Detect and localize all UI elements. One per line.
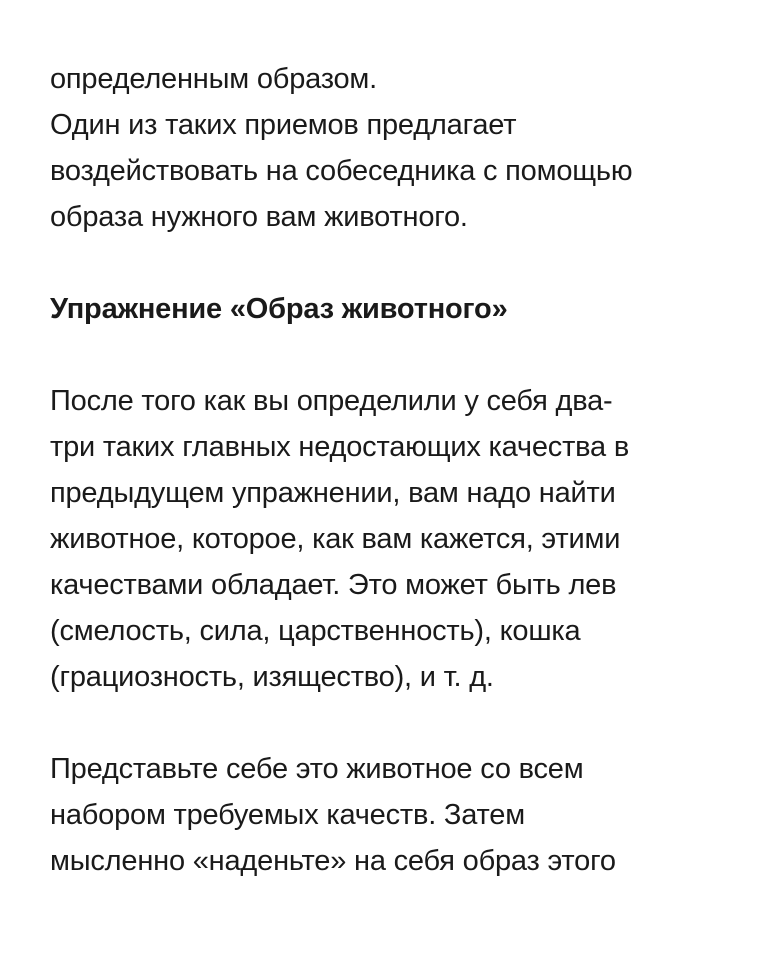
paragraph-spacer [50, 240, 730, 286]
paragraph-spacer [50, 700, 730, 746]
text-line: После того как вы определили у себя два- [50, 385, 613, 417]
text-line: (смелость, сила, царственность), кошка [50, 615, 581, 647]
text-line: Один из таких приемов предлагает [50, 109, 517, 141]
text-line: (грациозность, изящество), и т. д. [50, 661, 494, 693]
paragraph-spacer [50, 332, 730, 378]
exercise-heading: Упражнение «Образ животного» [50, 293, 508, 325]
text-line: образа нужного вам животного. [50, 201, 468, 233]
body-paragraph-2 [50, 746, 730, 884]
text-line: мысленно «наденьте» на себя образ этого [50, 845, 616, 877]
intro-paragraph [50, 56, 730, 240]
text-line: предыдущем упражнении, вам надо найти [50, 477, 616, 509]
text-line: качествами обладает. Это может быть лев [50, 569, 617, 601]
text-line: три таких главных недостающих качества в [50, 431, 630, 463]
text-line: воздействовать на собеседника с помощью [50, 155, 633, 187]
text-line: Представьте себе это животное со всем [50, 753, 584, 785]
text-line: определенным образом. [50, 63, 378, 95]
text-line: набором требуемых качеств. Затем [50, 799, 525, 831]
text-line: животное, которое, как вам кажется, этими [50, 523, 621, 555]
body-paragraph-1 [50, 378, 730, 700]
document-page [50, 56, 730, 884]
